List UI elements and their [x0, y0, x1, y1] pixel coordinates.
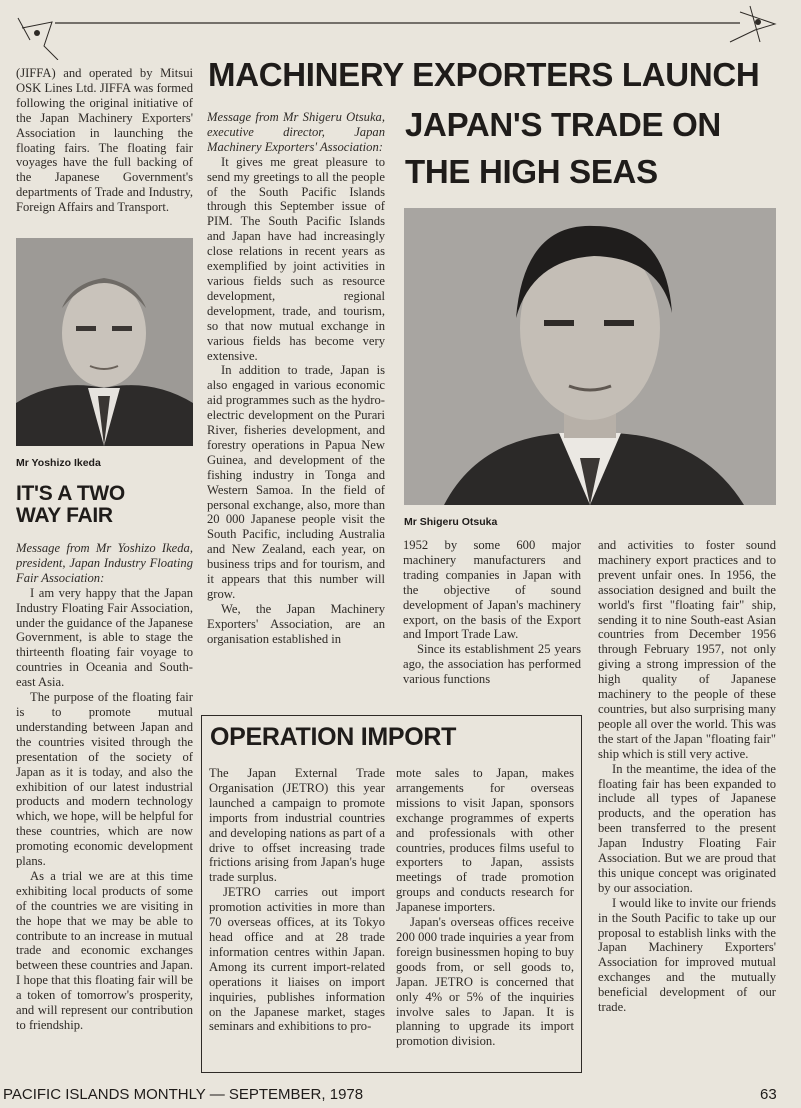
main-column-4	[598, 538, 776, 1078]
otsuka-photo-caption: Mr Shigeru Otsuka	[404, 516, 498, 528]
main-paragraph: In addition to trade, Japan is also engaged in various economic aid programmes such as the hydro-electric development on the Purari River, fisheries development, and forestry operations in Papua New Guinea, and development of the fishing industry in Tonga and Western Samoa. In the field of personal exchange, also, more than 20 000 Japanese people visit the South Pacific, including Australia and New Zealand, each year, on business trips and for tourism, and it appears that this number will grow.	[207, 363, 385, 601]
main-column-3	[403, 538, 581, 708]
sidebar-paragraph: The purpose of the floating fair is to promote mutual understanding between Japan and the countries visited through the presentation of the society of Japan as it is today, and also the exhibition of our latest industrial products and modern technology which, we hope, will be helpful for these countries, which are now promoting economic development plans.	[16, 690, 193, 869]
operation-import-col1	[209, 766, 385, 1066]
box-paragraph: The Japan External Trade Organisation (JETRO) this year launched a campaign to promote imports from industrial countries and developing nations as part of a drive to offset increasing trade frictions arising from Japan's huge trade surplus.	[209, 766, 385, 885]
main-paragraph: It gives me great pleasure to send my greetings to all the people of the South Pacific Islands through this September issue of PIM. The South Pacific Islands and Japan have had increasingly close relations in recent years as exemplified by joint activities in various fields such as resource development, regional development, trade, and tourism, so that now mutual exchange in various fields has become very extensive.	[207, 154, 385, 363]
box-paragraph: Japan's overseas offices receive 200 000 trade inquiries a year from foreign businessmen hoping to buy goods from, or sell goods to, Japan. JETRO is concerned that only 4% or 5% of the inquiries involve sales to Japan. It is planning to upgrade its import promotion division.	[396, 915, 574, 1049]
right-compass-ornament-icon	[730, 6, 775, 42]
main-paragraph: and activities to foster sound machinery export practices and to prevent unfair ones. In 1956, the association designed and built the world's first "floating fair" ship, sending it to nine South-east Asian countries from December 1956 through February 1957, not only giving a strong impression of the high quality of Japanese machinery to the people of these countries, but also surprising many people all over the world. This was the start of the Japan "floating fair" ship which is still very active.	[598, 538, 776, 761]
main-headline-line3: THE HIGH SEAS	[405, 153, 658, 190]
otsuka-message-column	[207, 110, 385, 706]
left-compass-ornament-icon	[18, 18, 58, 60]
main-paragraph: I would like to invite our friends in the South Pacific to take up our proposal to establish links with the Japan Machinery Exporters' Association for improved mutual exchanges and the mutually beneficial development of our trade.	[598, 895, 776, 1015]
otsuka-message-intro: Message from Mr Shigeru Otsuka, executive director, Japan Machinery Exporters' Association:	[207, 110, 385, 154]
sidebar-article-body	[16, 541, 193, 1076]
main-paragraph: 1952 by some 600 major machinery manufacturers and trading companies in Japan with the objective of sound development of Japan's machinery export, on the basis of the Export and Import Trade Law.	[403, 538, 581, 642]
ikeda-portrait-photo	[16, 238, 193, 446]
sidebar-paragraph: I am very happy that the Japan Industry Floating Fair Association, under the guidance of the Japanese Government, is able to stage the thirteenth floating fair voyage to countries in Oceania and South-east Asia.	[16, 585, 193, 690]
sidebar-headline-line1: IT'S A TWO	[16, 482, 125, 505]
otsuka-portrait-photo	[404, 208, 776, 505]
sidebar-paragraph: As a trial we are at this time exhibiting local products of some of the countries we are visiting in the hope that we may be able to contribute to an increase in mutual trade and economic exchanges between these countries and Japan. I hope that this floating fair will be a token of tomorrow's prosperity, and will represent our contribution to friendship.	[16, 868, 193, 1032]
intro-column-text: (JIFFA) and operated by Mitsui OSK Lines Ltd. JIFFA was formed following the original initiative of the Japan Machinery Exporters' Association in launching the floating fairs. The floating fair voyages have the full backing of the Japanese Government's departments of Trade and Industry, Foreign Affairs and Transport.	[16, 66, 193, 215]
sidebar-message-intro: Message from Mr Yoshizo Ikeda, president, Japan Industry Floating Fair Association:	[16, 541, 193, 585]
main-headline-line1: MACHINERY EXPORTERS LAUNCH	[208, 56, 760, 93]
ikeda-photo-caption: Mr Yoshizo Ikeda	[16, 457, 101, 469]
sidebar-headline-line2: WAY FAIR	[16, 504, 113, 527]
box-paragraph: mote sales to Japan, makes arrangements for overseas missions to visit Japan, sponsors exchange programmes of experts and professionals with other countries, produces films useful to exporters to Japan, assists meetings of trade promotion groups and conducts research for Japanese importers.	[396, 766, 574, 915]
main-headline-line2: JAPAN'S TRADE ON	[405, 106, 721, 143]
box-paragraph: JETRO carries out import promotion activities in more than 70 overseas offices, at its Tokyo head office and at 28 trade information centres within Japan. Among its current import-related operations it liaises on import inquiries, publishes information on the Japanese market, stages seminars and exhibitions to pro-	[209, 885, 385, 1034]
page-number: 63	[760, 1086, 777, 1103]
main-paragraph: In the meantime, the idea of the floating fair has been expanded to include all types of Japanese products, and the operation has been transferred to the present Japan Industry Floating Fair Association. But we are proud that this unique concept was originated by our association.	[598, 761, 776, 895]
main-paragraph: We, the Japan Machinery Exporters' Association, are an organisation established in	[207, 601, 385, 646]
operation-import-col2	[396, 766, 574, 1066]
top-rule-ornament	[0, 0, 801, 60]
operation-import-headline: OPERATION IMPORT	[210, 723, 457, 751]
publication-footer: PACIFIC ISLANDS MONTHLY — SEPTEMBER, 1978	[3, 1086, 364, 1103]
main-paragraph: Since its establishment 25 years ago, the association has performed various functions	[403, 642, 581, 687]
